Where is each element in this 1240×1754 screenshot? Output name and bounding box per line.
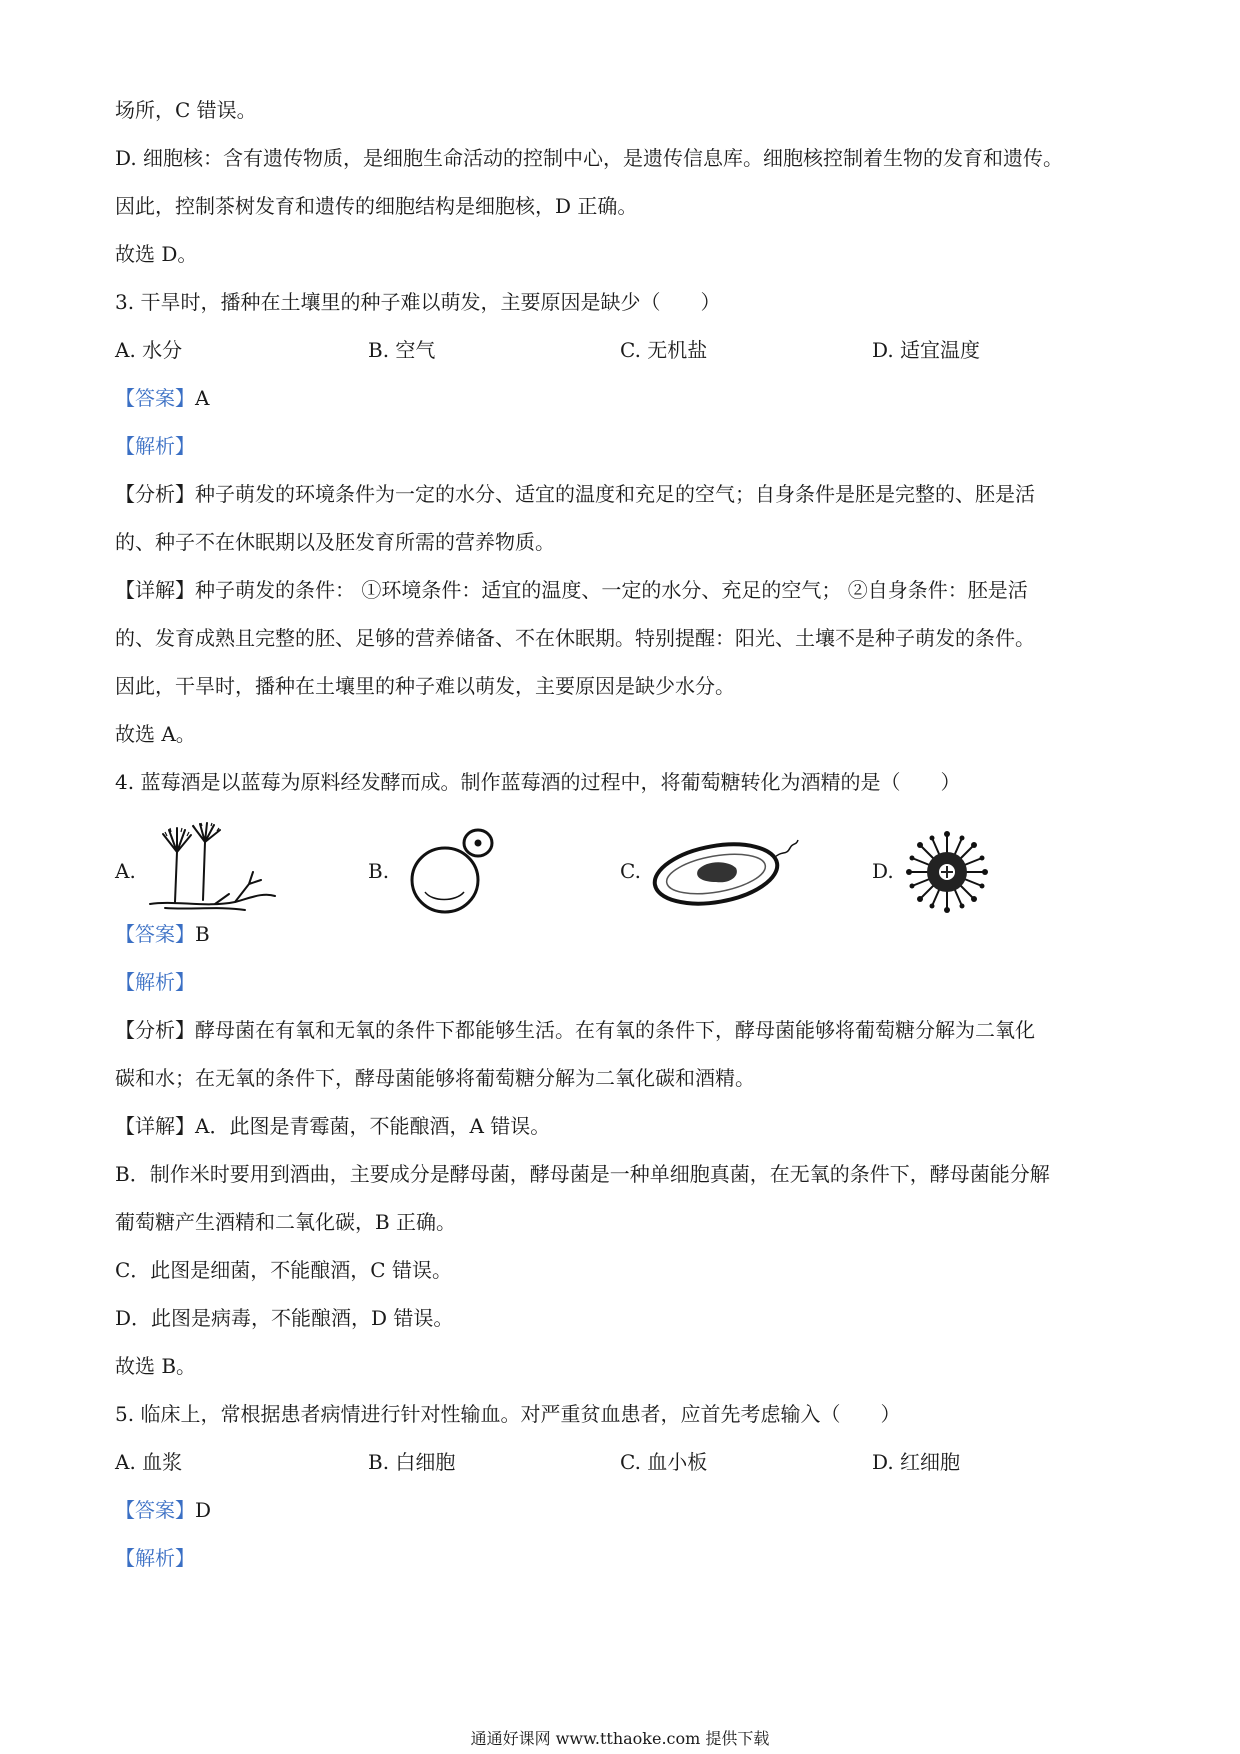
question-5: 5. 临床上，常根据患者病情进行针对性输血。对严重贫血患者，应首先考虑输入（ ）: [115, 1402, 901, 1426]
yeast-drawing: [402, 826, 502, 918]
text-line: C．此图是细菌，不能酿酒，C 错误。: [115, 1258, 452, 1282]
answer-tag: 【答案】: [115, 1498, 195, 1522]
option-d: D. 适宜温度: [872, 338, 981, 362]
text-line: 因此，控制茶树发育和遗传的细胞结构是细胞核，D 正确。: [115, 194, 638, 218]
text-line: 的、发育成熟且完整的胚、足够的营养储备、不在休眠期。特别提醒：阳光、土壤不是种子萌发的条件。: [115, 626, 1035, 650]
option-c-label: C.: [620, 859, 641, 883]
penicillium-drawing: [145, 822, 280, 914]
text-line: 故选 A。: [115, 722, 196, 746]
answer-line: [115, 384, 209, 412]
question-3: 3. 干旱时，播种在土壤里的种子难以萌发，主要原因是缺少（ ）: [115, 290, 721, 314]
option-a: A. 水分: [115, 338, 183, 362]
answer-line: [115, 1496, 211, 1524]
option-c: C. 无机盐: [620, 338, 708, 362]
xiangjie-tag: 【详解】: [115, 1114, 195, 1138]
text-line: 碳和水；在无氧的条件下，酵母菌能够将葡萄糖分解为二氧化碳和酒精。: [115, 1066, 755, 1090]
option-b: B. 白细胞: [368, 1450, 456, 1474]
answer-value: D: [195, 1498, 212, 1522]
answer-value: A: [195, 386, 210, 410]
answer-tag: 【答案】: [115, 922, 195, 946]
text-line: D．此图是病毒，不能酿酒，D 错误。: [115, 1306, 454, 1330]
detail-line: [115, 576, 1028, 604]
fenxi-text: 酵母菌在有氧和无氧的条件下都能够生活。在有氧的条件下，酵母菌能够将葡萄糖分解为二氧化: [195, 1018, 1035, 1042]
bacterium-drawing: [650, 822, 800, 914]
virus-drawing: [897, 830, 997, 914]
fenxi-text: 种子萌发的环境条件为一定的水分、适宜的温度和充足的空气；自身条件是胚是完整的、胚是活: [195, 482, 1035, 506]
answer-value: B: [195, 922, 210, 946]
fenxi-tag: 【分析】: [115, 1018, 195, 1042]
question-4: 4. 蓝莓酒是以蓝莓为原料经发酵而成。制作蓝莓酒的过程中，将葡萄糖转化为酒精的是（ ）: [115, 770, 961, 794]
text-line: D. 细胞核：含有遗传物质，是细胞生命活动的控制中心，是遗传信息库。细胞核控制着生物的发育和遗传。: [115, 146, 1064, 170]
text-line: 故选 D。: [115, 242, 198, 266]
jiexi-tag: 【解析】: [115, 434, 195, 458]
detail-line: [115, 1112, 550, 1140]
text-line: 场所，C 错误。: [115, 98, 257, 122]
option-b-label: B.: [368, 859, 390, 883]
option-a: A. 血浆: [115, 1450, 183, 1474]
analysis-line: [115, 480, 1035, 508]
xiangjie-text: 种子萌发的条件： ①环境条件：适宜的温度、一定的水分、充足的空气； ②自身条件：胚是活: [195, 578, 1028, 602]
jiexi-tag: 【解析】: [115, 1546, 195, 1570]
text-line: B．制作米时要用到酒曲，主要成分是酵母菌，酵母菌是一种单细胞真菌，在无氧的条件下，酵母菌能分解: [115, 1162, 1050, 1186]
option-c: C. 血小板: [620, 1450, 708, 1474]
option-d: D. 红细胞: [872, 1450, 961, 1474]
analysis-line: [115, 1016, 1035, 1044]
option-b: B. 空气: [368, 338, 436, 362]
text-line: 葡萄糖产生酒精和二氧化碳，B 正确。: [115, 1210, 457, 1234]
xiangjie-tag: 【详解】: [115, 578, 195, 602]
fenxi-tag: 【分析】: [115, 482, 195, 506]
text-line: 因此，干旱时，播种在土壤里的种子难以萌发，主要原因是缺少水分。: [115, 674, 735, 698]
answer-tag: 【答案】: [115, 386, 195, 410]
option-d-label: D.: [872, 859, 894, 883]
jiexi-tag: 【解析】: [115, 970, 195, 994]
page-footer: 通通好课网 www.tthaoke.com 提供下载: [470, 1729, 770, 1748]
text-line: 的、种子不在休眠期以及胚发育所需的营养物质。: [115, 530, 555, 554]
answer-line: [115, 920, 210, 948]
xiangjie-text: A．此图是青霉菌，不能酿酒，A 错误。: [195, 1114, 551, 1138]
text-line: 故选 B。: [115, 1354, 197, 1378]
option-a-label: A.: [115, 859, 136, 883]
